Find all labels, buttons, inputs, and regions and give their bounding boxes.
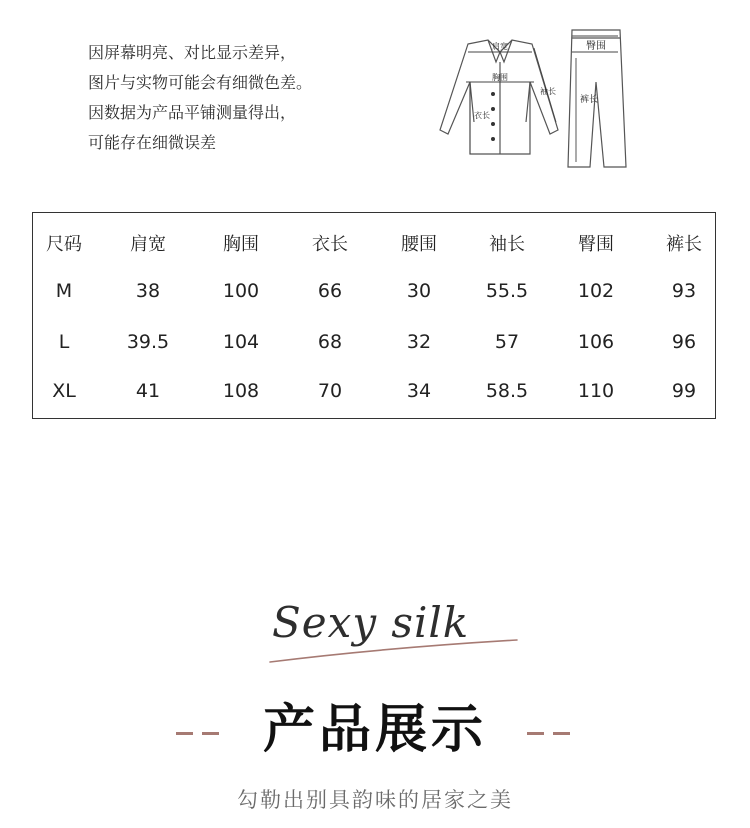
table-cell: 58.5 xyxy=(485,380,529,402)
note-line: 可能存在细微误差 xyxy=(88,133,217,152)
table-cell: 30 xyxy=(406,280,432,302)
header-cell: 袖长 xyxy=(489,234,525,255)
table-cell: 110 xyxy=(577,380,615,402)
note-line: 因屏幕明亮、对比显示差异， xyxy=(88,43,297,62)
table-cell: 66 xyxy=(317,280,343,302)
section-subtitle: 勾勒出别具韵味的居家之美 xyxy=(237,788,513,812)
table-cell: 70 xyxy=(317,380,343,402)
table-cell: 38 xyxy=(135,280,161,302)
shirt-buttons xyxy=(491,92,495,141)
table-header-row xyxy=(33,230,715,260)
label-sleeve: 袖长 xyxy=(540,87,556,96)
script-title: Sexy silk xyxy=(272,598,470,647)
table-cell: 68 xyxy=(317,331,343,353)
label-pants-length: 裤长 xyxy=(580,95,599,105)
table-cell: 99 xyxy=(671,380,697,402)
size-cell: M xyxy=(55,280,73,302)
table-row xyxy=(33,327,715,357)
table-cell: 34 xyxy=(406,380,432,402)
header-cell: 肩宽 xyxy=(130,234,166,255)
size-cell: XL xyxy=(52,380,76,402)
section-title: 产品展示 xyxy=(262,700,487,760)
header-cell: 腰围 xyxy=(401,234,437,255)
header-cell: 衣长 xyxy=(312,234,348,255)
header-cell: 裤长 xyxy=(666,234,702,255)
header-cell: 胸围 xyxy=(223,234,259,255)
note-line: 因数据为产品平铺测量得出， xyxy=(88,103,297,122)
measurement-diagram xyxy=(430,22,640,177)
header-cell: 尺码 xyxy=(46,234,82,255)
label-chest: 胸围 xyxy=(492,73,508,82)
size-cell: L xyxy=(58,331,70,353)
table-cell: 57 xyxy=(494,331,520,353)
table-cell: 93 xyxy=(671,280,697,302)
dash-right xyxy=(527,732,544,735)
table-cell: 108 xyxy=(222,380,260,402)
table-cell: 55.5 xyxy=(485,280,529,302)
shirt-illustration xyxy=(440,40,558,154)
table-cell: 102 xyxy=(577,280,615,302)
table-row xyxy=(33,276,715,306)
table-cell: 32 xyxy=(406,331,432,353)
table-cell: 41 xyxy=(135,380,161,402)
measurement-notes xyxy=(88,38,312,158)
label-shoulder: 肩宽 xyxy=(492,42,508,51)
note-line: 图片与实物可能会有细微色差。 xyxy=(88,73,313,92)
product-showcase-banner xyxy=(0,590,750,828)
table-cell: 106 xyxy=(577,331,615,353)
table-cell: 96 xyxy=(671,331,697,353)
table-cell: 104 xyxy=(222,331,260,353)
header-cell: 臀围 xyxy=(578,234,614,255)
table-cell: 100 xyxy=(222,280,260,302)
dash-right xyxy=(553,732,570,735)
label-length: 衣长 xyxy=(474,111,490,120)
label-hip: 臀围 xyxy=(586,41,606,52)
table-row xyxy=(33,376,715,406)
table-cell: 39.5 xyxy=(126,331,170,353)
size-table xyxy=(32,212,716,419)
